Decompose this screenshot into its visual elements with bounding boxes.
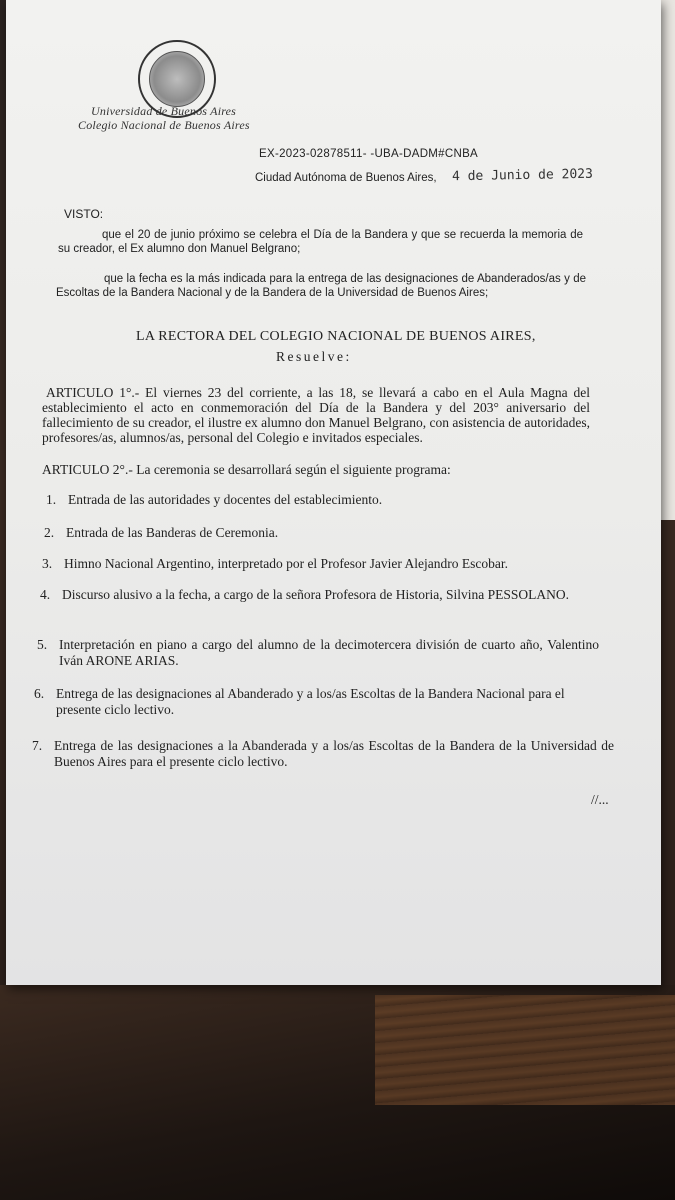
institution-line-1: Universidad de Buenos Aires: [91, 104, 237, 118]
program-item: 5. Interpretación en piano a cargo del alumno de la decimotercera división de cuarto año, Valentino Iván ARONE ARIAS.: [37, 637, 599, 668]
program-item: 7. Entrega de las designaciones a la Abanderada y a los/as Escoltas de la Bandera de la Universidad de Buenos Aires para el presente ciclo lectivo.: [32, 738, 614, 769]
continuation-mark: //...: [591, 792, 609, 807]
article-1: ARTICULO 1°.- El viernes 23 del corriente, a las 18, se llevará a cabo en el Aula Magna del establecimiento el acto en conmemoración del Día de la Bandera y del 203° aniversario del fallecimiento de su creador, el ilustre ex alumno don Manuel Belgrano, con asistencia de autoridades, profesores/as, alumnos/as, personal del Colegio e invitados especiales.: [42, 385, 590, 445]
program-item: 4. Discurso alusivo a la fecha, a cargo de la señora Profesora de Historia, Silvina PESSOLANO.: [40, 587, 570, 602]
visto-paragraph-2: que la fecha es la más indicada para la entrega de las designaciones de Abanderados/as y de Escoltas de la Bandera Nacional y de la Bandera de la Universidad de Buenos Aires;: [56, 273, 586, 299]
program-item: 2. Entrada de las Banderas de Ceremonia.: [44, 525, 279, 540]
visto-paragraph-1: que el 20 de junio próximo se celebra el Día de la Bandera y que se recuerda la memoria de su creador, el Ex alumno don Manuel Belgrano;: [58, 229, 583, 255]
place-label: Ciudad Autónoma de Buenos Aires,: [255, 172, 437, 184]
institution-line-2: Colegio Nacional de Buenos Aires: [78, 118, 250, 132]
program-item: 6. Entrega de las designaciones al Abanderado y a los/as Escoltas de la Bandera Nacional para el presente ciclo lectivo.: [34, 686, 565, 717]
program-item: 3. Himno Nacional Argentino, interpretado por el Profesor Javier Alejandro Escobar.: [42, 556, 509, 571]
document-page: [6, 0, 661, 985]
wood-surface: [375, 995, 675, 1105]
program-item: 1. Entrada de las autoridades y docentes del establecimiento.: [46, 492, 383, 507]
resuelve-heading: Resuelve:: [276, 349, 352, 364]
authority-heading: LA RECTORA DEL COLEGIO NACIONAL DE BUENOS AIRES,: [136, 329, 536, 344]
expediente-number: EX-2023-02878511- -UBA-DADM#CNBA: [259, 148, 479, 160]
handwritten-date: 4 de Junio de 2023: [451, 166, 594, 185]
article-2: ARTICULO 2°.- La ceremonia se desarrollará según el siguiente programa:: [42, 462, 451, 477]
visto-label: VISTO:: [64, 207, 104, 221]
